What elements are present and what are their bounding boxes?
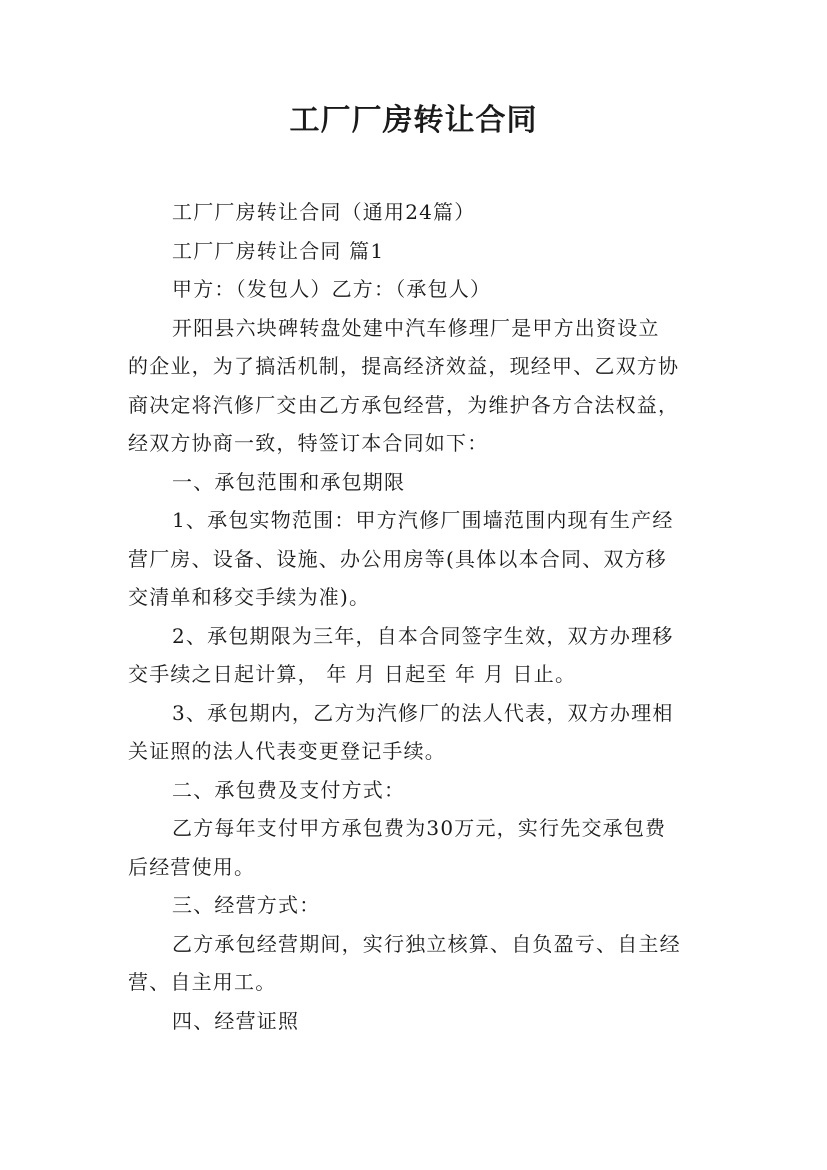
- body-line: 交手续之日起计算， 年 月 日起至 年 月 日止。: [128, 662, 577, 686]
- section-heading: 二、承包费及支付方式：: [172, 777, 406, 802]
- body-line: 1、承包实物范围：甲方汽修厂围墙范围内现有生产经: [172, 508, 674, 532]
- body-line: 乙方每年支付甲方承包费为30万元，实行先交承包费: [172, 816, 667, 840]
- body-line: 营厂房、设备、设施、办公用房等(具体以本合同、双方移: [128, 546, 668, 571]
- body-line: 交清单和移交手续为准)。: [128, 585, 371, 609]
- body-line: 商决定将汽修厂交由乙方承包经营，为维护各方合法权益，: [128, 392, 680, 417]
- body-line: 甲方：（发包人）乙方：（承包人）: [172, 277, 492, 301]
- body-line: 关证照的法人代表变更登记手续。: [128, 739, 446, 763]
- body-line: 工厂厂房转让合同 篇1: [172, 238, 385, 263]
- body-line: 营、自主用工。: [128, 970, 277, 994]
- body-line: 的企业，为了搞活机制，提高经济效益，现经甲、乙双方协: [128, 354, 680, 378]
- document-title: 工厂厂房转让合同: [289, 103, 538, 138]
- body-line: 经双方协商一致，特签订本合同如下：: [128, 431, 489, 455]
- section-heading: 三、经营方式：: [172, 893, 321, 917]
- body-line: 3、承包期内，乙方为汽修厂的法人代表，双方办理相: [172, 700, 674, 725]
- body-line: 2、承包期限为三年，自本合同签字生效，双方办理移: [172, 623, 674, 648]
- section-heading: 一、承包范围和承包期限: [172, 469, 406, 494]
- document-body: [128, 193, 703, 1040]
- body-line: 开阳县六块碑转盘处建中汽车修理厂是甲方出资设立: [172, 315, 660, 340]
- body-line: 工厂厂房转让合同（通用24篇）: [172, 200, 476, 224]
- section-heading: 四、经营证照: [172, 1008, 300, 1033]
- body-line: 乙方承包经营期间，实行独立核算、自负盈亏、自主经: [172, 931, 681, 956]
- body-line: 后经营使用。: [128, 854, 256, 879]
